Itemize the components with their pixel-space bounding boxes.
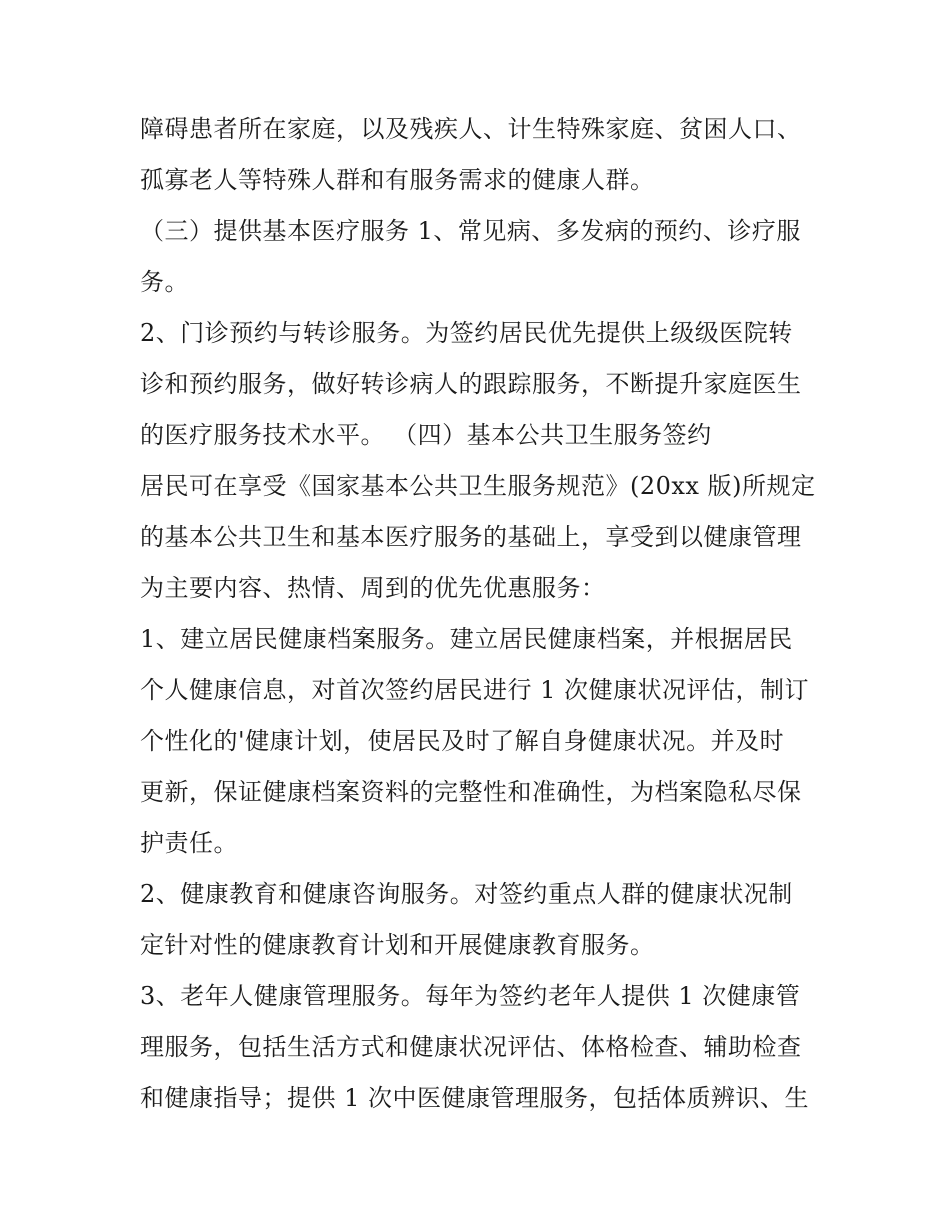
text-line: 为主要内容、热情、周到的优先优惠服务： bbox=[140, 574, 606, 602]
text-line: 诊和预约服务，做好转诊病人的跟踪服务，不断提升家庭医生 bbox=[140, 370, 802, 398]
text-line: 护责任。 bbox=[140, 829, 238, 857]
text-line: 个性化的'健康计划，使居民及时了解自身健康状况。并及时 bbox=[140, 727, 785, 755]
text-line: 的基本公共卫生和基本医疗服务的基础上，享受到以健康管理 bbox=[140, 523, 802, 551]
text-line: 孤寡老人等特殊人群和有服务需求的健康人群。 bbox=[140, 166, 655, 194]
text-line: 务。 bbox=[140, 268, 189, 296]
body-text bbox=[140, 104, 820, 1124]
text-line: 1、建立居民健康档案服务。建立居民健康档案，并根据居民 bbox=[140, 625, 793, 653]
text-line: 定针对性的健康教育计划和开展健康教育服务。 bbox=[140, 931, 655, 959]
text-line: 2、门诊预约与转诊服务。为签约居民优先提供上级级医院转 bbox=[140, 319, 793, 347]
text-line: 理服务，包括生活方式和健康状况评估、体格检查、辅助检查 bbox=[140, 1033, 802, 1061]
text-line: （三）提供基本医疗服务 1、常见病、多发病的预约、诊疗服 bbox=[140, 217, 801, 245]
text-line: 2、健康教育和健康咨询服务。对签约重点人群的健康状况制 bbox=[140, 880, 793, 908]
text-line: 障碍患者所在家庭，以及残疾人、计生特殊家庭、贫困人口、 bbox=[140, 115, 802, 143]
text-line: 个人健康信息，对首次签约居民进行 1 次健康状况评估，制订 bbox=[140, 676, 810, 704]
text-line: 的医疗服务技术水平。 （四）基本公共卫生服务签约 bbox=[140, 421, 712, 449]
text-line: 更新，保证健康档案资料的完整性和准确性，为档案隐私尽保 bbox=[140, 778, 802, 806]
text-line: 3、老年人健康管理服务。每年为签约老年人提供 1 次健康管 bbox=[140, 982, 801, 1010]
text-line: 和健康指导；提供 1 次中医健康管理服务，包括体质辨识、生 bbox=[140, 1084, 810, 1112]
text-line: 居民可在享受《国家基本公共卫生服务规范》(20xx 版)所规定 bbox=[140, 472, 816, 500]
